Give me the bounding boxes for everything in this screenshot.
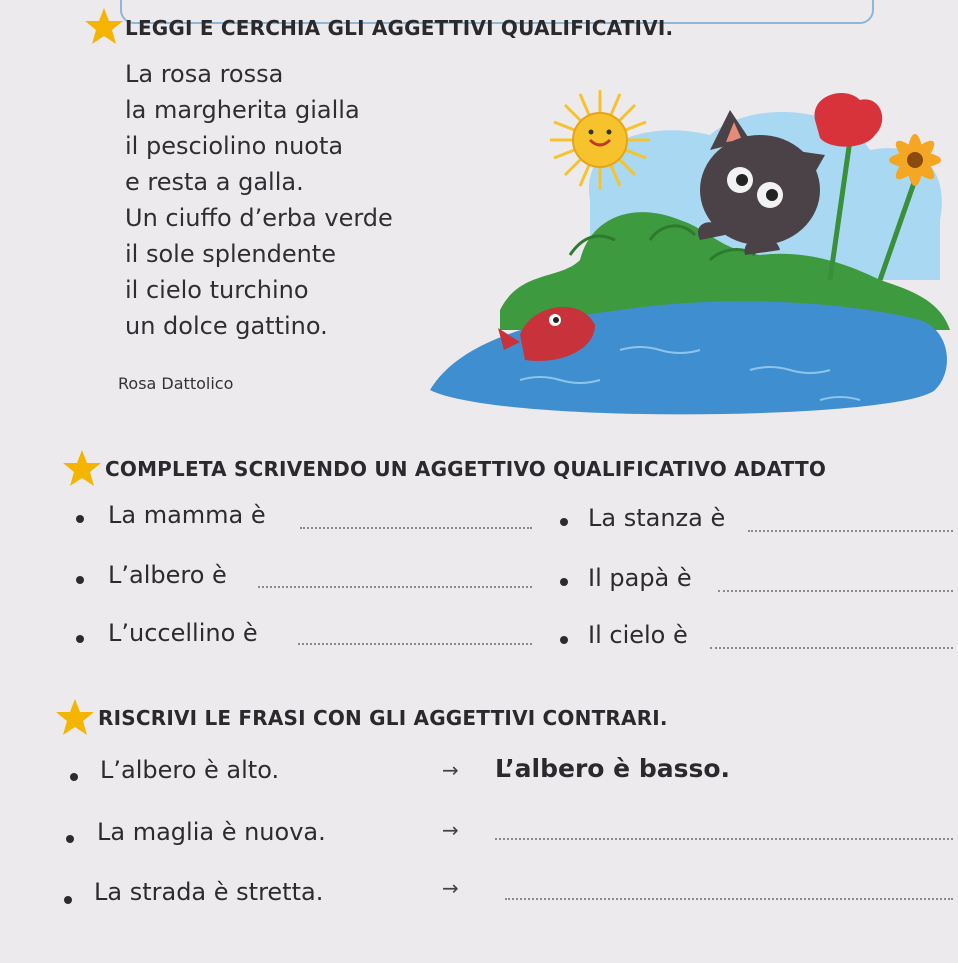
answer-line[interactable]: [258, 586, 532, 588]
fill-prompt: L’uccellino è: [108, 619, 258, 647]
bullet: [76, 635, 84, 643]
bullet: [64, 896, 72, 904]
bullet: [76, 576, 84, 584]
bullet: [76, 515, 84, 523]
fill-prompt: L’albero è: [108, 561, 227, 589]
example-answer: L’albero è basso.: [495, 754, 731, 783]
arrow-right-icon: →: [442, 876, 459, 900]
exercise-2-title: COMPLETA SCRIVENDO UN AGGETTIVO QUALIFICATIVO ADATTO: [105, 457, 827, 481]
bullet: [70, 773, 78, 781]
answer-line[interactable]: [748, 530, 953, 532]
exercise-1-title: LEGGI E CERCHIA GLI AGGETTIVI QUALIFICATIVI.: [125, 16, 674, 40]
star-icon: [55, 697, 95, 737]
answer-line[interactable]: [495, 838, 953, 840]
answer-line[interactable]: [298, 643, 532, 645]
poem-author: Rosa Dattolico: [118, 374, 234, 393]
sun-icon: [550, 90, 650, 190]
fill-prompt: La stanza è: [588, 504, 726, 532]
poem-line: e resta a galla.: [125, 168, 304, 196]
poem-line: La rosa rossa: [125, 60, 284, 88]
arrow-right-icon: →: [442, 758, 459, 782]
exercise-3-title: RISCRIVI LE FRASI CON GLI AGGETTIVI CONTRARI.: [98, 706, 668, 730]
poem: [125, 56, 393, 344]
answer-line[interactable]: [505, 898, 953, 900]
poem-line: un dolce gattino.: [125, 312, 328, 340]
answer-line[interactable]: [300, 527, 532, 529]
fill-prompt: Il cielo è: [588, 621, 688, 649]
poem-line: il pesciolino nuota: [125, 132, 344, 160]
star-icon: [84, 6, 124, 46]
answer-line[interactable]: [710, 647, 953, 649]
illustration-pond-scene: [420, 80, 958, 425]
star-icon: [62, 448, 102, 488]
sentence: La strada è stretta.: [94, 878, 324, 906]
sentence: La maglia è nuova.: [97, 818, 326, 846]
poem-line: il cielo turchino: [125, 276, 309, 304]
poem-line: la margherita gialla: [125, 96, 360, 124]
answer-line[interactable]: [718, 590, 953, 592]
bullet: [66, 835, 74, 843]
poem-line: Un ciuffo d’erba verde: [125, 204, 393, 232]
arrow-right-icon: →: [442, 818, 459, 842]
bullet: [560, 636, 568, 644]
bullet: [560, 518, 568, 526]
sentence: L’albero è alto.: [100, 756, 280, 784]
fill-prompt: La mamma è: [108, 501, 266, 529]
fill-prompt: Il papà è: [588, 564, 692, 592]
poem-line: il sole splendente: [125, 240, 336, 268]
bullet: [560, 578, 568, 586]
